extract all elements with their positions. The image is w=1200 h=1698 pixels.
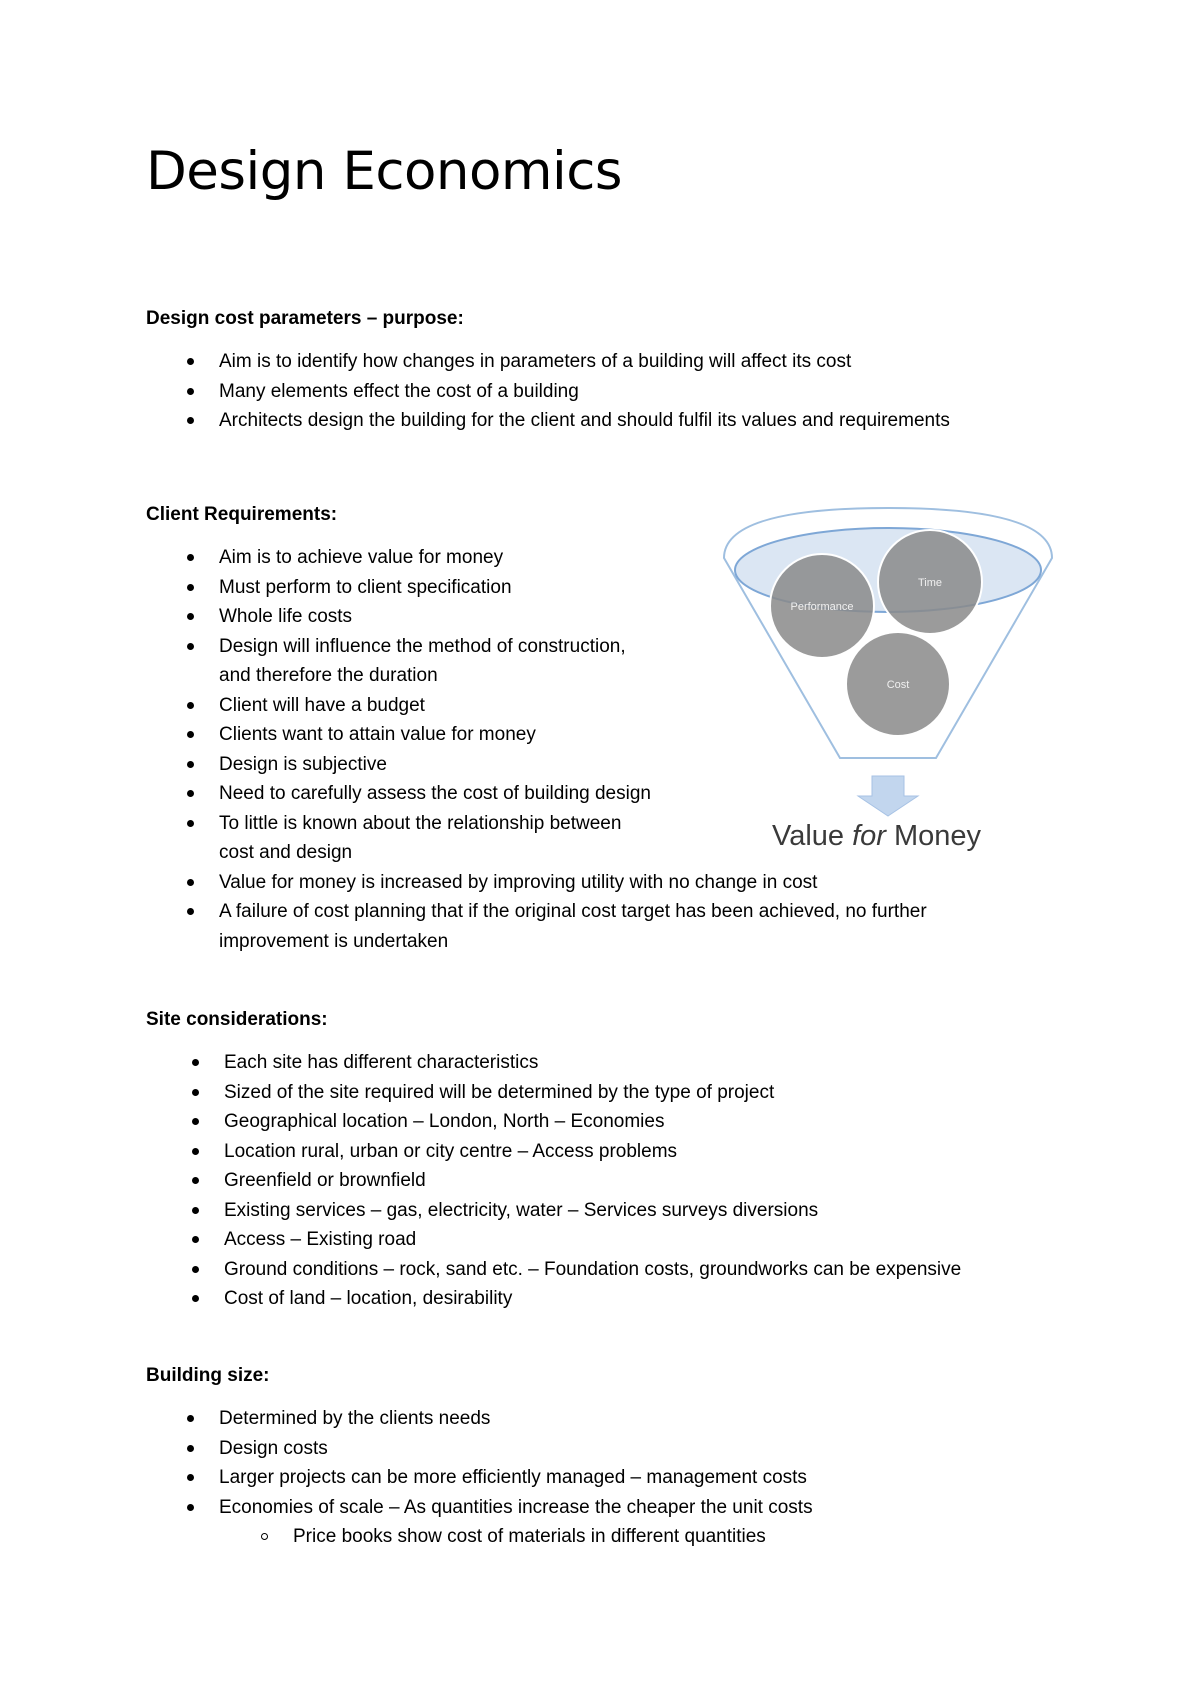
funnel-graphic xyxy=(718,500,1058,860)
section-heading-site-considerations: Site considerations: xyxy=(146,1009,328,1030)
list-item: Determined by the clients needs xyxy=(219,1404,813,1434)
list-item: Design is subjective xyxy=(219,750,927,780)
list-item: Many elements effect the cost of a building xyxy=(219,377,950,407)
list-item: Greenfield or brownfield xyxy=(224,1166,961,1196)
list-item: Clients want to attain value for money xyxy=(219,720,927,750)
list-item: Geographical location – London, North – Economies xyxy=(224,1107,961,1137)
list-item-continuation: and therefore the duration xyxy=(219,665,438,686)
list-item: Larger projects can be more efficiently managed – management costs xyxy=(219,1463,813,1493)
diagram-caption: Value for Money xyxy=(772,820,982,852)
list-item: Design costs xyxy=(219,1434,813,1464)
list-item: Cost of land – location, desirability xyxy=(224,1284,961,1314)
list-item: A failure of cost planning that if the original cost target has been achieved, no further xyxy=(219,897,927,927)
section-heading-purpose: Design cost parameters – purpose: xyxy=(146,308,464,329)
page-title: Design Economics xyxy=(146,141,623,202)
list-item: Design will influence the method of construction, xyxy=(219,632,927,662)
list-item: Architects design the building for the client and should fulfil its values and requirements xyxy=(219,406,950,436)
list-item: Location rural, urban or city centre – Access problems xyxy=(224,1137,961,1167)
list-item: Access – Existing road xyxy=(224,1225,961,1255)
down-arrow xyxy=(858,776,918,816)
site-considerations-list xyxy=(224,1048,961,1314)
label-performance: Performance xyxy=(790,601,854,613)
list-item: Ground conditions – rock, sand etc. – Foundation costs, groundworks can be expensive xyxy=(224,1255,961,1285)
list-item-continuation: cost and design xyxy=(219,842,353,863)
label-time: Time xyxy=(917,577,943,589)
purpose-list xyxy=(219,347,950,436)
list-item: Economies of scale – As quantities increase the cheaper the unit costs xyxy=(219,1493,813,1523)
building-size-list xyxy=(219,1404,813,1552)
list-item: Need to carefully assess the cost of building design xyxy=(219,779,927,809)
list-item: Value for money is increased by improving utility with no change in cost xyxy=(219,868,927,898)
list-item: Existing services – gas, electricity, water – Services surveys diversions xyxy=(224,1196,961,1226)
value-for-money-diagram xyxy=(718,500,1058,860)
list-item: Aim is to identify how changes in parameters of a building will affect its cost xyxy=(219,347,950,377)
list-item: Whole life costs xyxy=(219,602,927,632)
sub-list-item: Price books show cost of materials in different quantities xyxy=(293,1522,813,1552)
section-heading-client-requirements: Client Requirements: xyxy=(146,504,338,525)
list-item: Sized of the site required will be determined by the type of project xyxy=(224,1078,961,1108)
list-item: Client will have a budget xyxy=(219,691,927,721)
list-item: To little is known about the relationship between xyxy=(219,809,927,839)
list-item: Must perform to client specification xyxy=(219,573,927,603)
list-item-continuation: improvement is undertaken xyxy=(219,930,449,952)
list-item: Aim is to achieve value for money xyxy=(219,543,927,573)
label-cost: Cost xyxy=(886,679,910,691)
section-heading-building-size: Building size: xyxy=(146,1365,270,1386)
list-item: Each site has different characteristics xyxy=(224,1048,961,1078)
